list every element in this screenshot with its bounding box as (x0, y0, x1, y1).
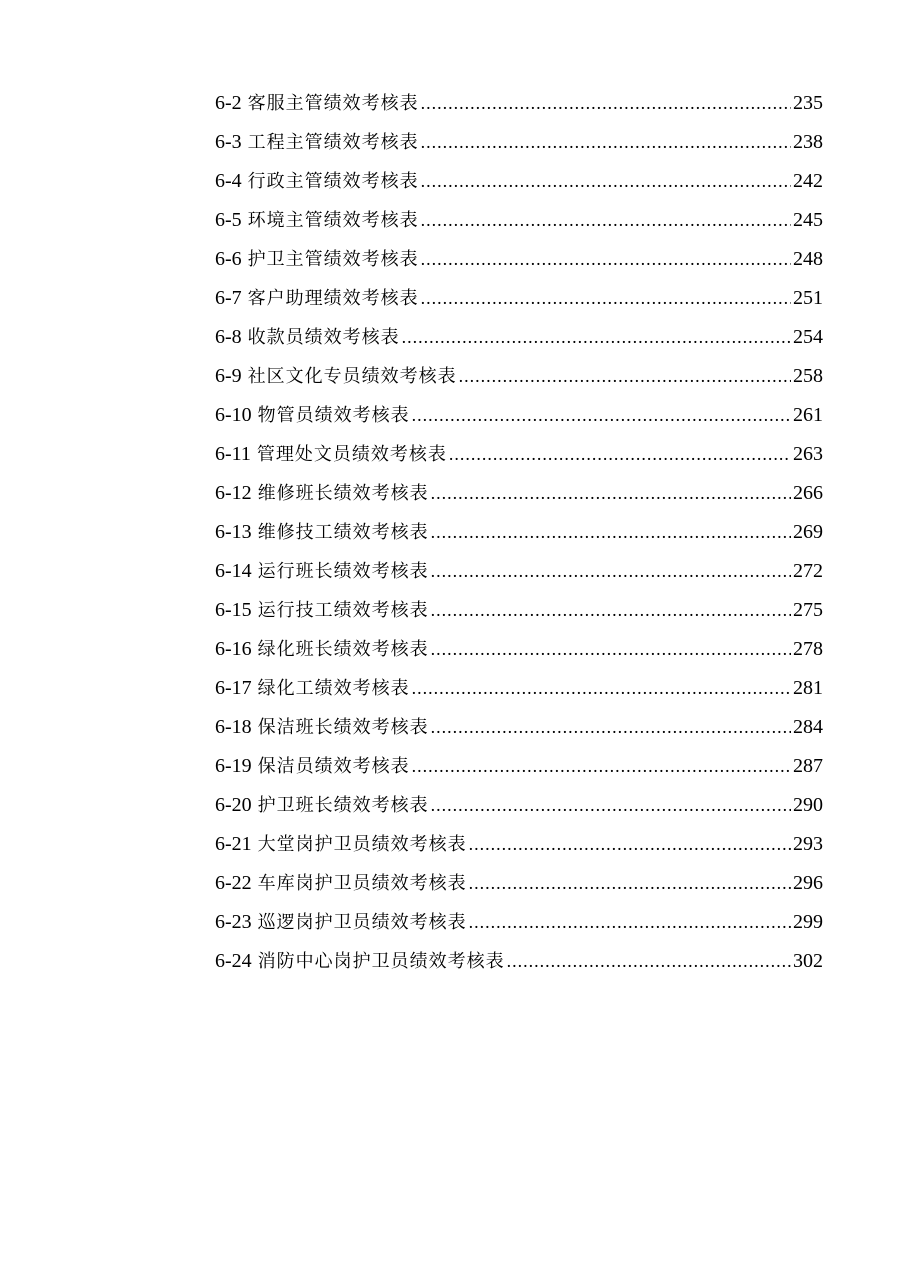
toc-entry-page: 248 (793, 248, 823, 270)
toc-entry-number: 6-20 (215, 794, 252, 816)
toc-entry-title: 车库岗护卫员绩效考核表 (257, 873, 467, 894)
toc-entry-page: 238 (793, 131, 823, 153)
toc-entry-number: 6-9 (215, 365, 242, 387)
toc-dot-leader (421, 162, 791, 201)
toc-entry-number: 6-13 (215, 521, 252, 543)
toc-entry-page: 251 (793, 287, 823, 309)
toc-entry[interactable] (215, 747, 823, 786)
toc-dot-leader (459, 357, 791, 396)
toc-entry-number: 6-16 (215, 638, 252, 660)
toc-entry-page: 290 (793, 794, 823, 816)
toc-entry[interactable] (215, 825, 823, 864)
toc-entry[interactable] (215, 591, 823, 630)
toc-entry-page: 293 (793, 833, 823, 855)
toc-entry-number: 6-7 (215, 287, 242, 309)
toc-entry-number: 6-17 (215, 677, 252, 699)
toc-dot-leader (431, 591, 791, 630)
toc-entry-title: 消防中心岗护卫员绩效考核表 (257, 951, 505, 972)
toc-entry-number: 6-18 (215, 716, 252, 738)
toc-dot-leader (431, 786, 791, 825)
toc-entry-title: 绿化班长绩效考核表 (257, 639, 429, 660)
toc-entry-title: 保洁员绩效考核表 (257, 756, 410, 777)
toc-entry-number: 6-6 (215, 248, 242, 270)
toc-entry-title: 维修技工绩效考核表 (257, 522, 429, 543)
toc-entry-number: 6-24 (215, 950, 252, 972)
toc-entry-number: 6-12 (215, 482, 252, 504)
toc-entry-title: 运行技工绩效考核表 (257, 600, 429, 621)
toc-entry-number: 6-3 (215, 131, 242, 153)
toc-entry[interactable] (215, 903, 823, 942)
toc-dot-leader (431, 552, 791, 591)
toc-entry-title: 行政主管绩效考核表 (247, 171, 419, 192)
toc-entry-page: 278 (793, 638, 823, 660)
toc-dot-leader (421, 123, 791, 162)
toc-entry[interactable] (215, 240, 823, 279)
toc-entry-number: 6-5 (215, 209, 242, 231)
toc-entry-title: 物管员绩效考核表 (257, 405, 410, 426)
toc-entry-number: 6-8 (215, 326, 242, 348)
toc-entry-page: 284 (793, 716, 823, 738)
toc-entry-title: 保洁班长绩效考核表 (257, 717, 429, 738)
toc-entry-title: 运行班长绩效考核表 (257, 561, 429, 582)
toc-entry-title: 客服主管绩效考核表 (247, 93, 419, 114)
toc-entry-title: 绿化工绩效考核表 (257, 678, 410, 699)
toc-dot-leader (431, 630, 791, 669)
toc-dot-leader (421, 240, 791, 279)
toc-entry[interactable] (215, 708, 823, 747)
toc-entry-number: 6-22 (215, 872, 252, 894)
toc-entry[interactable] (215, 396, 823, 435)
toc-dot-leader (412, 396, 791, 435)
toc-dot-leader (421, 201, 791, 240)
toc-entry[interactable] (215, 864, 823, 903)
toc-entry-title: 管理处文员绩效考核表 (256, 444, 447, 465)
toc-entry-number: 6-14 (215, 560, 252, 582)
toc-entry[interactable] (215, 162, 823, 201)
toc-entry-page: 272 (793, 560, 823, 582)
toc-entry[interactable] (215, 123, 823, 162)
toc-dot-leader (421, 84, 791, 123)
toc-entry-page: 263 (793, 443, 823, 465)
toc-entry-title: 护卫主管绩效考核表 (247, 249, 419, 270)
toc-entry[interactable] (215, 786, 823, 825)
toc-entry[interactable] (215, 474, 823, 513)
toc-entry-number: 6-21 (215, 833, 252, 855)
toc-entry-number: 6-2 (215, 92, 242, 114)
toc-entry-page: 235 (793, 92, 823, 114)
toc-entry-page: 254 (793, 326, 823, 348)
toc-entry-title: 环境主管绩效考核表 (247, 210, 419, 231)
toc-entry-title: 工程主管绩效考核表 (247, 132, 419, 153)
toc-entry[interactable] (215, 318, 823, 357)
toc-entry-page: 275 (793, 599, 823, 621)
toc-dot-leader (469, 903, 791, 942)
toc-entry-title: 客户助理绩效考核表 (247, 288, 419, 309)
toc-entry-title: 收款员绩效考核表 (247, 327, 400, 348)
toc-entry-number: 6-23 (215, 911, 252, 933)
toc-entry-page: 266 (793, 482, 823, 504)
toc-dot-leader (412, 669, 791, 708)
toc-entry-page: 261 (793, 404, 823, 426)
toc-entry-page: 245 (793, 209, 823, 231)
toc-entry-page: 269 (793, 521, 823, 543)
toc-dot-leader (469, 825, 791, 864)
toc-entry-page: 296 (793, 872, 823, 894)
toc-entry-title: 巡逻岗护卫员绩效考核表 (257, 912, 467, 933)
toc-dot-leader (507, 942, 791, 981)
toc-entry-number: 6-15 (215, 599, 252, 621)
toc-entry[interactable] (215, 942, 823, 981)
toc-dot-leader (402, 318, 791, 357)
toc-entry[interactable] (215, 279, 823, 318)
table-of-contents (215, 84, 823, 981)
toc-entry[interactable] (215, 357, 823, 396)
toc-dot-leader (431, 474, 791, 513)
toc-entry[interactable] (215, 435, 823, 474)
toc-dot-leader (412, 747, 791, 786)
toc-entry[interactable] (215, 552, 823, 591)
toc-entry-number: 6-11 (215, 443, 251, 465)
toc-entry[interactable] (215, 201, 823, 240)
toc-entry-title: 大堂岗护卫员绩效考核表 (257, 834, 467, 855)
toc-entry-page: 258 (793, 365, 823, 387)
toc-dot-leader (431, 708, 791, 747)
toc-entry-number: 6-19 (215, 755, 252, 777)
toc-entry-page: 299 (793, 911, 823, 933)
toc-entry-title: 维修班长绩效考核表 (257, 483, 429, 504)
toc-dot-leader (431, 513, 791, 552)
toc-entry-number: 6-4 (215, 170, 242, 192)
toc-entry[interactable] (215, 513, 823, 552)
toc-dot-leader (469, 864, 791, 903)
toc-dot-leader (449, 435, 791, 474)
toc-entry[interactable] (215, 630, 823, 669)
toc-entry[interactable] (215, 84, 823, 123)
toc-entry-number: 6-10 (215, 404, 252, 426)
toc-entry-title: 护卫班长绩效考核表 (257, 795, 429, 816)
toc-entry-page: 281 (793, 677, 823, 699)
toc-entry-page: 287 (793, 755, 823, 777)
toc-entry-page: 302 (793, 950, 823, 972)
toc-dot-leader (421, 279, 791, 318)
toc-entry-page: 242 (793, 170, 823, 192)
toc-entry-title: 社区文化专员绩效考核表 (247, 366, 457, 387)
toc-entry[interactable] (215, 669, 823, 708)
